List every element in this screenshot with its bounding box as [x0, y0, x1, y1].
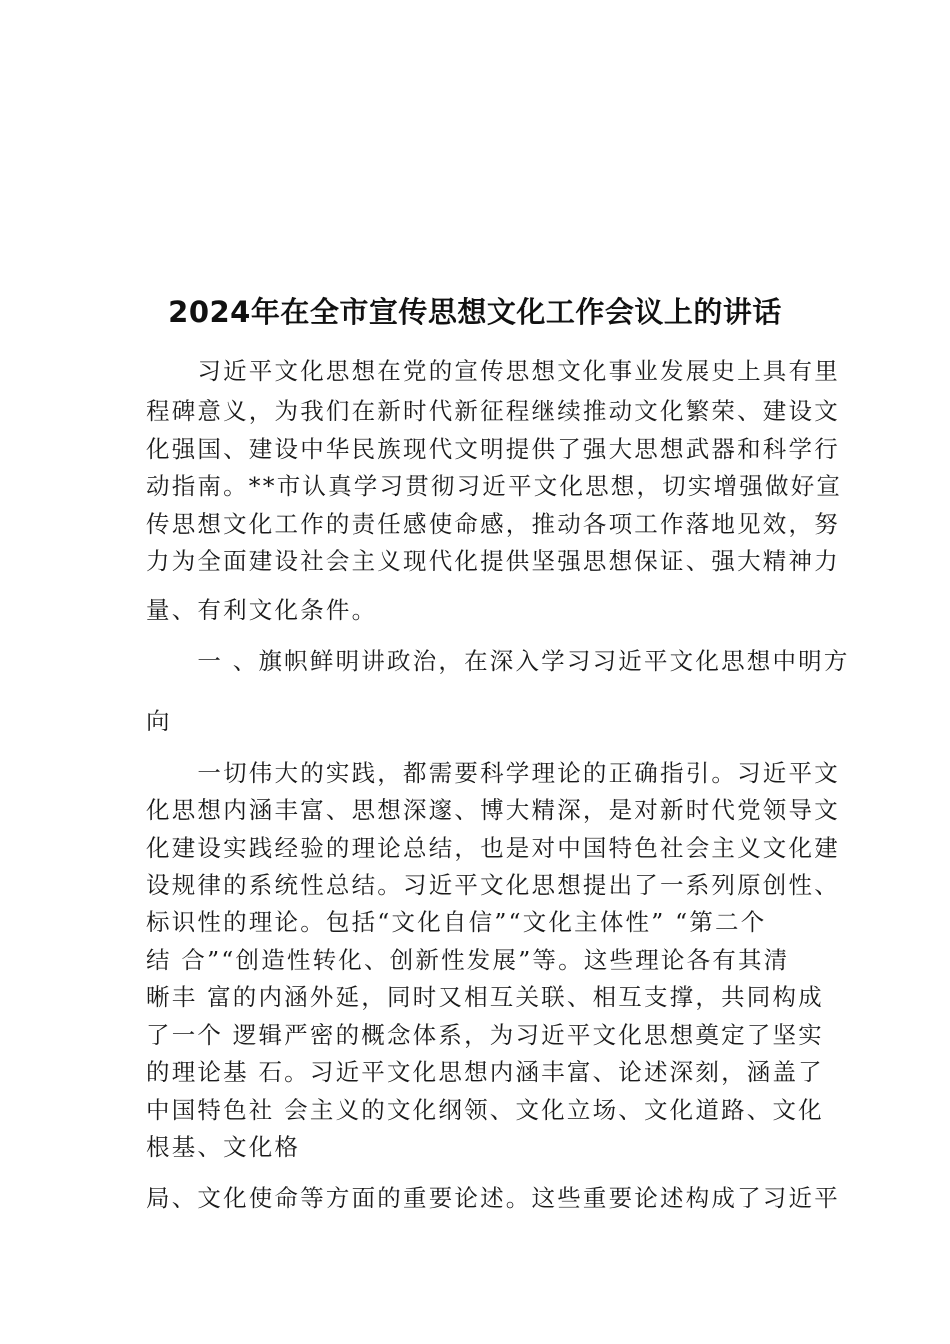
paragraph-line: 结 合”“创造性转化、创新性发展”等。这些理论各有其清: [146, 946, 790, 974]
paragraph-line: 程碑意义，为我们在新时代新征程继续推动文化繁荣、建设文: [146, 397, 840, 425]
section-heading-line: 一 、旗帜鲜明讲政治，在深入学习习近平文化思想中明方: [146, 647, 850, 675]
paragraph-line: 晰丰 富的内涵外延，同时又相互关联、相互支撑，共同构成: [146, 983, 824, 1011]
paragraph-line: 标识性的理论。包括“文化自信”“文化主体性” “第二个: [146, 908, 767, 936]
paragraph-line: 化强国、建设中华民族现代文明提供了强大思想武器和科学行: [146, 435, 840, 463]
paragraph-line: 传思想文化工作的责任感使命感，推动各项工作落地见效，努: [146, 510, 840, 538]
paragraph-line: 中国特色社 会主义的文化纲领、文化立场、文化道路、文化: [146, 1096, 824, 1124]
paragraph-line: 设规律的系统性总结。习近平文化思想提出了一系列原创性、: [146, 871, 840, 899]
paragraph-line: 动指南。**市认真学习贯彻习近平文化思想，切实增强做好宣: [146, 472, 843, 500]
document-title: 2024年在全市宣传思想文化工作会议上的讲话: [168, 295, 782, 329]
paragraph-line: 了一个 逻辑严密的概念体系，为习近平文化思想奠定了坚实: [146, 1021, 824, 1049]
paragraph-line: 的理论基 石。习近平文化思想内涵丰富、论述深刻，涵盖了: [146, 1058, 824, 1086]
paragraph-line: 化建设实践经验的理论总结，也是对中国特色社会主义文化建: [146, 834, 840, 862]
section-heading-line: 向: [146, 707, 172, 735]
paragraph-line: 一切伟大的实践，都需要科学理论的正确指引。习近平文: [146, 759, 840, 787]
paragraph-line: 根基、文化格: [146, 1133, 301, 1161]
paragraph-line: 习近平文化思想在党的宣传思想文化事业发展史上具有里: [146, 357, 840, 385]
paragraph-line: 局、文化使命等方面的重要论述。这些重要论述构成了习近平: [146, 1184, 840, 1212]
paragraph-line: 力为全面建设社会主义现代化提供坚强思想保证、强大精神力: [146, 547, 840, 575]
paragraph-line: 量、有利文化条件。: [146, 596, 378, 624]
paragraph-line: 化思想内涵丰富、思想深邃、博大精深，是对新时代党领导文: [146, 796, 840, 824]
